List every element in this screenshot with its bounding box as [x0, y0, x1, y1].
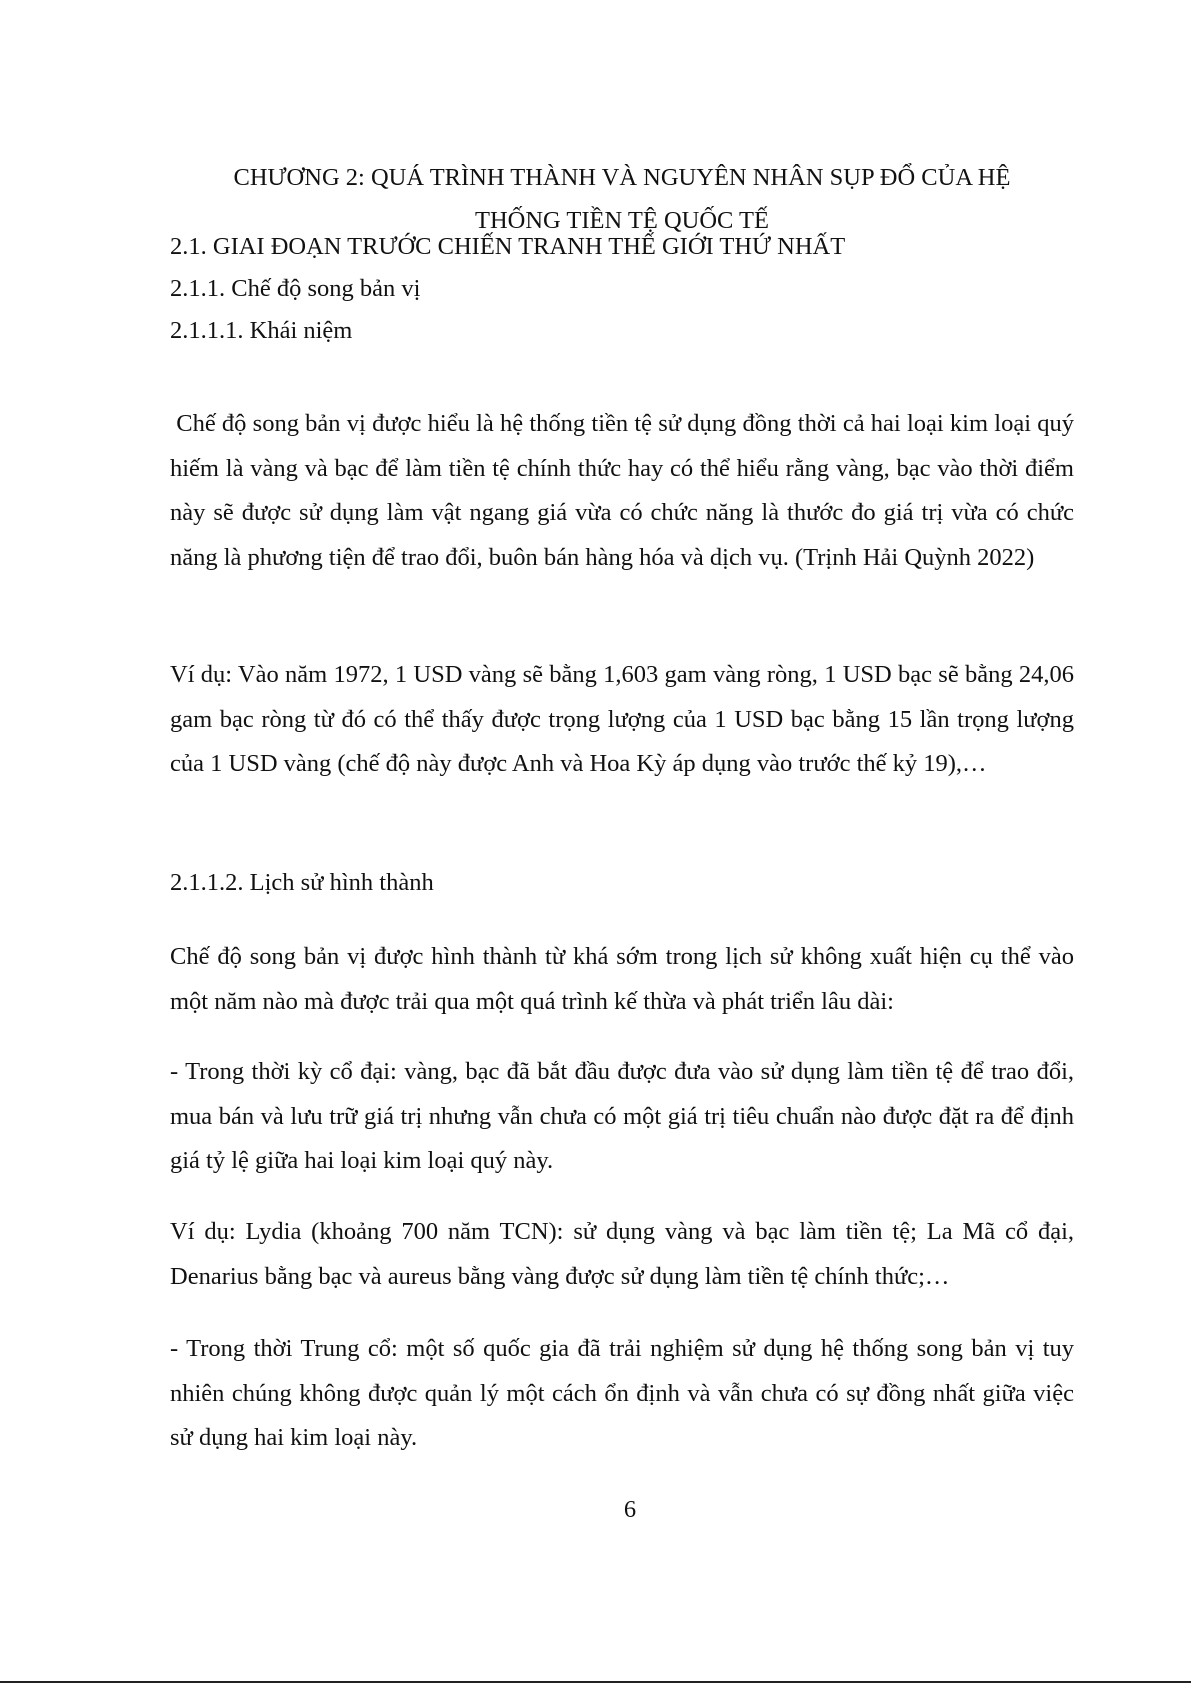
section-heading-2-1-1-1: 2.1.1.1. Khái niệm — [170, 317, 353, 344]
ancient-period-paragraph: - Trong thời kỳ cổ đại: vàng, bạc đã bắt đầu được đưa vào sử dụng làm tiền tệ để trao đổi, mua bán và lưu trữ giá trị nhưng vẫn chưa có một giá trị tiêu chuẩn nào được đặt ra để định giá tỷ lệ giữa hai loại kim loại quý này. — [170, 1058, 1074, 1175]
example-paragraph-1: Ví dụ: Vào năm 1972, 1 USD vàng sẽ bằng 1,603 gam vàng ròng, 1 USD bạc sẽ bằng 24,06 gam bạc ròng từ đó có thể thấy được trọng lượng của 1 USD bạc bằng 15 lần trọng lượng của 1 USD vàng (chế độ này được Anh và Hoa Kỳ áp dụng vào trước thế kỷ 19),… — [170, 661, 1074, 778]
medieval-period-paragraph: - Trong thời Trung cổ: một số quốc gia đã trải nghiệm sử dụng hệ thống song bản vị tuy nhiên chúng không được quản lý một cách ổn định và vẫn chưa có sự đồng nhất giữa việc sử dụng hai kim loại này. — [170, 1335, 1074, 1452]
definition-paragraph: Chế độ song bản vị được hiểu là hệ thống tiền tệ sử dụng đồng thời cả hai loại kim loại quý hiếm là vàng và bạc để làm tiền tệ chính thức hay có thể hiểu rằng vàng, bạc vào thời điểm này sẽ được sử dụng làm vật ngang giá vừa có chức năng là thước đo giá trị vừa có chức năng là phương tiện để trao đổi, buôn bán hàng hóa và dịch vụ. (Trịnh Hải Quỳnh 2022) — [170, 410, 1081, 572]
chapter-title-line-1: CHƯƠNG 2: QUÁ TRÌNH THÀNH VÀ NGUYÊN NHÂN SỤP ĐỔ CỦA HỆ — [233, 164, 1011, 191]
section-heading-2-1: 2.1. GIAI ĐOẠN TRƯỚC CHIẾN TRANH THẾ GIỚI THỨ NHẤT — [170, 233, 846, 260]
bottom-rule — [0, 1681, 1191, 1683]
history-intro-paragraph: Chế độ song bản vị được hình thành từ khá sớm trong lịch sử không xuất hiện cụ thể vào một năm nào mà được trải qua một quá trình kế thừa và phát triển lâu dài: — [170, 943, 1074, 1015]
example-paragraph-2: Ví dụ: Lydia (khoảng 700 năm TCN): sử dụng vàng và bạc làm tiền tệ; La Mã cổ đại, Denarius bằng bạc và aureus bằng vàng được sử dụng làm tiền tệ chính thức;… — [170, 1218, 1074, 1290]
chapter-title — [170, 156, 1074, 242]
section-heading-2-1-1: 2.1.1. Chế độ song bản vị — [170, 275, 421, 302]
section-heading-2-1-1-2: 2.1.1.2. Lịch sử hình thành — [170, 869, 434, 896]
chapter-title-line-2: THỐNG TIỀN TỆ QUỐC TẾ — [475, 207, 769, 234]
page-number: 6 — [623, 1496, 637, 1523]
